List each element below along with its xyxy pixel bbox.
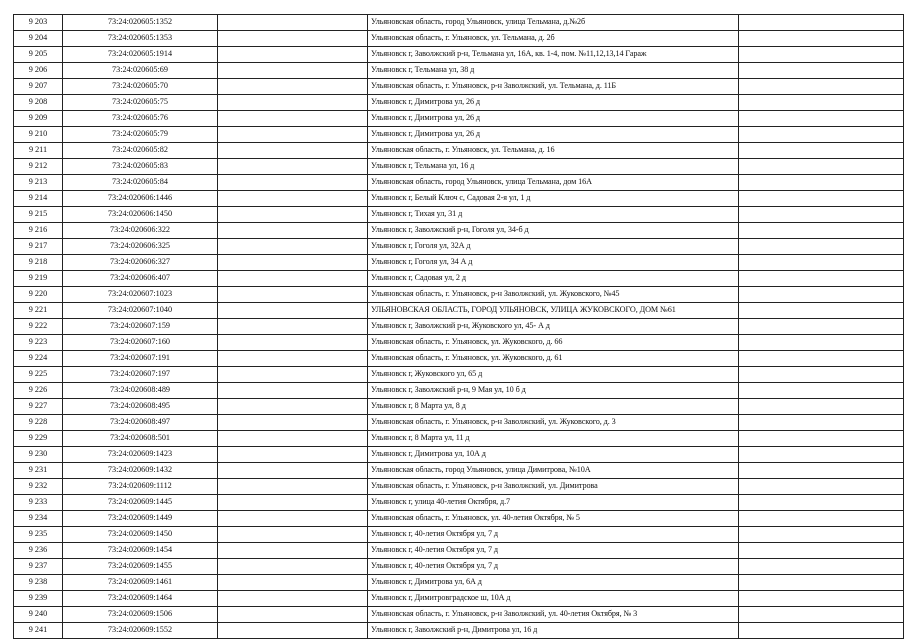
empty-cell [218, 143, 368, 159]
table-row [14, 31, 904, 47]
empty-cell [218, 623, 368, 639]
table-row [14, 495, 904, 511]
address-cell: Ульяновск г, Заволжский р-н, Жуковского ул, 45- А д [368, 319, 739, 335]
table-row [14, 79, 904, 95]
address-cell: Ульяновск г, Заволжский р-н, Димитрова ул, 16 д [368, 623, 739, 639]
cadastral-number-cell: 73:24:020607:1023 [63, 287, 218, 303]
cadastral-number-cell: 73:24:020607:197 [63, 367, 218, 383]
empty-cell [739, 591, 904, 607]
row-number-cell: 9 219 [14, 271, 63, 287]
address-cell: Ульяновская область, г. Ульяновск, р-н Заволжский, ул. Тельмана, д. 11Б [368, 79, 739, 95]
empty-cell [739, 495, 904, 511]
row-number-cell: 9 235 [14, 527, 63, 543]
empty-cell [218, 303, 368, 319]
empty-cell [739, 223, 904, 239]
table-row [14, 207, 904, 223]
address-cell: Ульяновская область, г. Ульяновск, р-н Заволжский, ул. Димитрова [368, 479, 739, 495]
cadastral-number-cell: 73:24:020609:1552 [63, 623, 218, 639]
empty-cell [218, 543, 368, 559]
cadastral-number-cell: 73:24:020609:1449 [63, 511, 218, 527]
address-cell: Ульяновск г, улица 40-летия Октября, д.7 [368, 495, 739, 511]
row-number-cell: 9 237 [14, 559, 63, 575]
empty-cell [218, 223, 368, 239]
table-row [14, 111, 904, 127]
empty-cell [739, 143, 904, 159]
table-row [14, 591, 904, 607]
cadastral-number-cell: 73:24:020605:75 [63, 95, 218, 111]
empty-cell [739, 479, 904, 495]
cadastral-number-cell: 73:24:020605:79 [63, 127, 218, 143]
empty-cell [739, 111, 904, 127]
address-cell: Ульяновск г, Белый Ключ с, Садовая 2-я ул, 1 д [368, 191, 739, 207]
row-number-cell: 9 230 [14, 447, 63, 463]
empty-cell [218, 415, 368, 431]
address-cell: Ульяновск г, Гоголя ул, 32А д [368, 239, 739, 255]
empty-cell [218, 159, 368, 175]
cadastral-number-cell: 73:24:020608:501 [63, 431, 218, 447]
table-row [14, 351, 904, 367]
cadastral-number-cell: 73:24:020608:489 [63, 383, 218, 399]
empty-cell [218, 239, 368, 255]
address-cell: Ульяновск г, Димитрова ул, 10А д [368, 447, 739, 463]
empty-cell [739, 335, 904, 351]
table-row [14, 255, 904, 271]
cadastral-number-cell: 73:24:020607:160 [63, 335, 218, 351]
row-number-cell: 9 206 [14, 63, 63, 79]
empty-cell [218, 607, 368, 623]
empty-cell [739, 463, 904, 479]
empty-cell [739, 543, 904, 559]
table-row [14, 607, 904, 623]
address-cell: Ульяновск г, 40-летия Октября ул, 7 д [368, 559, 739, 575]
table-row [14, 303, 904, 319]
empty-cell [739, 15, 904, 31]
address-cell: Ульяновск г, Димитрова ул, 26 д [368, 127, 739, 143]
address-cell: Ульяновск г, 40-летия Октября ул, 7 д [368, 527, 739, 543]
empty-cell [218, 463, 368, 479]
row-number-cell: 9 227 [14, 399, 63, 415]
table-row [14, 191, 904, 207]
table-row [14, 239, 904, 255]
empty-cell [739, 303, 904, 319]
cadastral-number-cell: 73:24:020605:84 [63, 175, 218, 191]
empty-cell [739, 63, 904, 79]
empty-cell [739, 79, 904, 95]
empty-cell [218, 271, 368, 287]
empty-cell [739, 191, 904, 207]
cadastral-number-cell: 73:24:020605:70 [63, 79, 218, 95]
row-number-cell: 9 214 [14, 191, 63, 207]
table-row [14, 159, 904, 175]
empty-cell [739, 399, 904, 415]
row-number-cell: 9 222 [14, 319, 63, 335]
address-cell: Ульяновская область, г. Ульяновск, ул. Тельмана, д. 2б [368, 31, 739, 47]
empty-cell [218, 367, 368, 383]
address-cell: Ульяновская область, г. Ульяновск, р-н Заволжский, ул. 40-летия Октября, № 3 [368, 607, 739, 623]
empty-cell [218, 255, 368, 271]
empty-cell [739, 31, 904, 47]
cadastral-number-cell: 73:24:020609:1506 [63, 607, 218, 623]
address-cell: Ульяновск г, Гоголя ул, 34 А д [368, 255, 739, 271]
cadastral-number-cell: 73:24:020605:1352 [63, 15, 218, 31]
address-cell: Ульяновск г, Заволжский р-н, Гоголя ул, 34-б д [368, 223, 739, 239]
row-number-cell: 9 231 [14, 463, 63, 479]
row-number-cell: 9 239 [14, 591, 63, 607]
empty-cell [739, 367, 904, 383]
cadastral-number-cell: 73:24:020606:322 [63, 223, 218, 239]
address-cell: Ульяновск г, Димитрова ул, 6А д [368, 575, 739, 591]
cadastral-number-cell: 73:24:020609:1461 [63, 575, 218, 591]
table-row [14, 95, 904, 111]
table-row [14, 559, 904, 575]
address-cell: Ульяновск г, Димитрова ул, 26 д [368, 111, 739, 127]
empty-cell [739, 255, 904, 271]
registry-table-body [14, 15, 904, 639]
cadastral-number-cell: 73:24:020609:1464 [63, 591, 218, 607]
empty-cell [218, 431, 368, 447]
cadastral-number-cell: 73:24:020609:1423 [63, 447, 218, 463]
row-number-cell: 9 217 [14, 239, 63, 255]
table-row [14, 127, 904, 143]
empty-cell [739, 287, 904, 303]
empty-cell [218, 527, 368, 543]
address-cell: Ульяновск г, 8 Марта ул, 8 д [368, 399, 739, 415]
table-row [14, 383, 904, 399]
address-cell: Ульяновск г, Заволжский р-н, Тельмана ул, 16А, кв. 1-4, пом. №11,12,13,14 Гараж [368, 47, 739, 63]
address-cell: Ульяновск г, Тельмана ул, 38 д [368, 63, 739, 79]
empty-cell [739, 127, 904, 143]
empty-cell [218, 559, 368, 575]
row-number-cell: 9 207 [14, 79, 63, 95]
row-number-cell: 9 241 [14, 623, 63, 639]
row-number-cell: 9 232 [14, 479, 63, 495]
table-row [14, 527, 904, 543]
row-number-cell: 9 203 [14, 15, 63, 31]
empty-cell [218, 287, 368, 303]
empty-cell [218, 383, 368, 399]
cadastral-number-cell: 73:24:020606:1446 [63, 191, 218, 207]
table-row [14, 63, 904, 79]
empty-cell [739, 527, 904, 543]
address-cell: Ульяновская область, г. Ульяновск, ул. Жуковского, д. 66 [368, 335, 739, 351]
cadastral-number-cell: 73:24:020607:191 [63, 351, 218, 367]
empty-cell [739, 95, 904, 111]
table-row [14, 399, 904, 415]
cadastral-number-cell: 73:24:020609:1450 [63, 527, 218, 543]
row-number-cell: 9 212 [14, 159, 63, 175]
cadastral-number-cell: 73:24:020608:495 [63, 399, 218, 415]
empty-cell [218, 191, 368, 207]
empty-cell [218, 351, 368, 367]
cadastral-number-cell: 73:24:020605:69 [63, 63, 218, 79]
row-number-cell: 9 236 [14, 543, 63, 559]
address-cell: Ульяновская область, город Ульяновск, улица Димитрова, №10А [368, 463, 739, 479]
cadastral-number-cell: 73:24:020606:325 [63, 239, 218, 255]
table-row [14, 511, 904, 527]
table-row [14, 335, 904, 351]
row-number-cell: 9 210 [14, 127, 63, 143]
empty-cell [739, 623, 904, 639]
row-number-cell: 9 234 [14, 511, 63, 527]
row-number-cell: 9 228 [14, 415, 63, 431]
empty-cell [739, 447, 904, 463]
empty-cell [218, 399, 368, 415]
row-number-cell: 9 208 [14, 95, 63, 111]
table-row [14, 479, 904, 495]
empty-cell [739, 351, 904, 367]
row-number-cell: 9 220 [14, 287, 63, 303]
row-number-cell: 9 213 [14, 175, 63, 191]
address-cell: Ульяновская область, г. Ульяновск, р-н Заволжский, ул. Жуковского, №45 [368, 287, 739, 303]
cadastral-number-cell: 73:24:020607:1040 [63, 303, 218, 319]
cadastral-number-cell: 73:24:020609:1432 [63, 463, 218, 479]
address-cell: Ульяновск г, Тельмана ул, 16 д [368, 159, 739, 175]
cadastral-number-cell: 73:24:020607:159 [63, 319, 218, 335]
empty-cell [218, 79, 368, 95]
empty-cell [218, 47, 368, 63]
empty-cell [739, 383, 904, 399]
table-row [14, 415, 904, 431]
empty-cell [739, 159, 904, 175]
empty-cell [218, 111, 368, 127]
row-number-cell: 9 224 [14, 351, 63, 367]
row-number-cell: 9 221 [14, 303, 63, 319]
cadastral-number-cell: 73:24:020606:327 [63, 255, 218, 271]
empty-cell [739, 575, 904, 591]
address-cell: Ульяновская область, город Ульяновск, улица Тельмана, дом 16А [368, 175, 739, 191]
table-row [14, 367, 904, 383]
cadastral-number-cell: 73:24:020605:76 [63, 111, 218, 127]
empty-cell [218, 591, 368, 607]
cadastral-number-cell: 73:24:020605:1914 [63, 47, 218, 63]
row-number-cell: 9 238 [14, 575, 63, 591]
cadastral-number-cell: 73:24:020609:1454 [63, 543, 218, 559]
row-number-cell: 9 211 [14, 143, 63, 159]
row-number-cell: 9 223 [14, 335, 63, 351]
table-row [14, 543, 904, 559]
address-cell: Ульяновск г, Димитрова ул, 26 д [368, 95, 739, 111]
cadastral-number-cell: 73:24:020608:497 [63, 415, 218, 431]
table-row [14, 447, 904, 463]
address-cell: Ульяновская область, г. Ульяновск, р-н Заволжский, ул. Жуковского, д. 3 [368, 415, 739, 431]
row-number-cell: 9 218 [14, 255, 63, 271]
table-row [14, 319, 904, 335]
row-number-cell: 9 209 [14, 111, 63, 127]
empty-cell [218, 495, 368, 511]
empty-cell [739, 175, 904, 191]
address-cell: Ульяновск г, Димитровградское ш, 10А д [368, 591, 739, 607]
empty-cell [218, 511, 368, 527]
cadastral-number-cell: 73:24:020605:82 [63, 143, 218, 159]
cadastral-number-cell: 73:24:020606:1450 [63, 207, 218, 223]
empty-cell [218, 175, 368, 191]
address-cell: Ульяновск г, Садовая ул, 2 д [368, 271, 739, 287]
empty-cell [739, 415, 904, 431]
address-cell: Ульяновская область, г. Ульяновск, ул. Жуковского, д. 61 [368, 351, 739, 367]
address-cell: Ульяновская область, г. Ульяновск, ул. Тельмана, д. 16 [368, 143, 739, 159]
empty-cell [739, 431, 904, 447]
address-cell: УЛЬЯНОВСКАЯ ОБЛАСТЬ, ГОРОД УЛЬЯНОВСК, УЛИЦА ЖУКОВСКОГО, ДОМ №61 [368, 303, 739, 319]
address-cell: Ульяновск г, 40-летия Октября ул, 7 д [368, 543, 739, 559]
empty-cell [739, 511, 904, 527]
empty-cell [739, 271, 904, 287]
table-row [14, 431, 904, 447]
table-row [14, 463, 904, 479]
table-row [14, 623, 904, 639]
address-cell: Ульяновская область, город Ульяновск, улица Тельмана, д.№2б [368, 15, 739, 31]
empty-cell [218, 335, 368, 351]
row-number-cell: 9 240 [14, 607, 63, 623]
cadastral-number-cell: 73:24:020609:1445 [63, 495, 218, 511]
address-cell: Ульяновская область, г. Ульяновск, ул. 40-летия Октября, № 5 [368, 511, 739, 527]
row-number-cell: 9 205 [14, 47, 63, 63]
table-row [14, 223, 904, 239]
row-number-cell: 9 204 [14, 31, 63, 47]
empty-cell [739, 559, 904, 575]
empty-cell [739, 607, 904, 623]
cadastral-number-cell: 73:24:020609:1112 [63, 479, 218, 495]
empty-cell [218, 127, 368, 143]
empty-cell [218, 31, 368, 47]
empty-cell [218, 575, 368, 591]
empty-cell [218, 447, 368, 463]
table-row [14, 175, 904, 191]
table-row [14, 271, 904, 287]
registry-table [13, 14, 904, 639]
row-number-cell: 9 233 [14, 495, 63, 511]
address-cell: Ульяновск г, Тихая ул, 31 д [368, 207, 739, 223]
cadastral-number-cell: 73:24:020609:1455 [63, 559, 218, 575]
empty-cell [739, 319, 904, 335]
row-number-cell: 9 226 [14, 383, 63, 399]
empty-cell [218, 63, 368, 79]
empty-cell [218, 207, 368, 223]
row-number-cell: 9 225 [14, 367, 63, 383]
cadastral-number-cell: 73:24:020606:407 [63, 271, 218, 287]
address-cell: Ульяновск г, Жуковского ул, 65 д [368, 367, 739, 383]
empty-cell [218, 479, 368, 495]
table-row [14, 143, 904, 159]
empty-cell [218, 95, 368, 111]
empty-cell [739, 207, 904, 223]
cadastral-number-cell: 73:24:020605:83 [63, 159, 218, 175]
row-number-cell: 9 229 [14, 431, 63, 447]
table-row [14, 575, 904, 591]
empty-cell [218, 319, 368, 335]
row-number-cell: 9 216 [14, 223, 63, 239]
row-number-cell: 9 215 [14, 207, 63, 223]
address-cell: Ульяновск г, 8 Марта ул, 11 д [368, 431, 739, 447]
empty-cell [739, 239, 904, 255]
address-cell: Ульяновск г, Заволжский р-н, 9 Мая ул, 10 б д [368, 383, 739, 399]
table-row [14, 287, 904, 303]
empty-cell [739, 47, 904, 63]
table-row [14, 15, 904, 31]
table-row [14, 47, 904, 63]
cadastral-number-cell: 73:24:020605:1353 [63, 31, 218, 47]
empty-cell [218, 15, 368, 31]
